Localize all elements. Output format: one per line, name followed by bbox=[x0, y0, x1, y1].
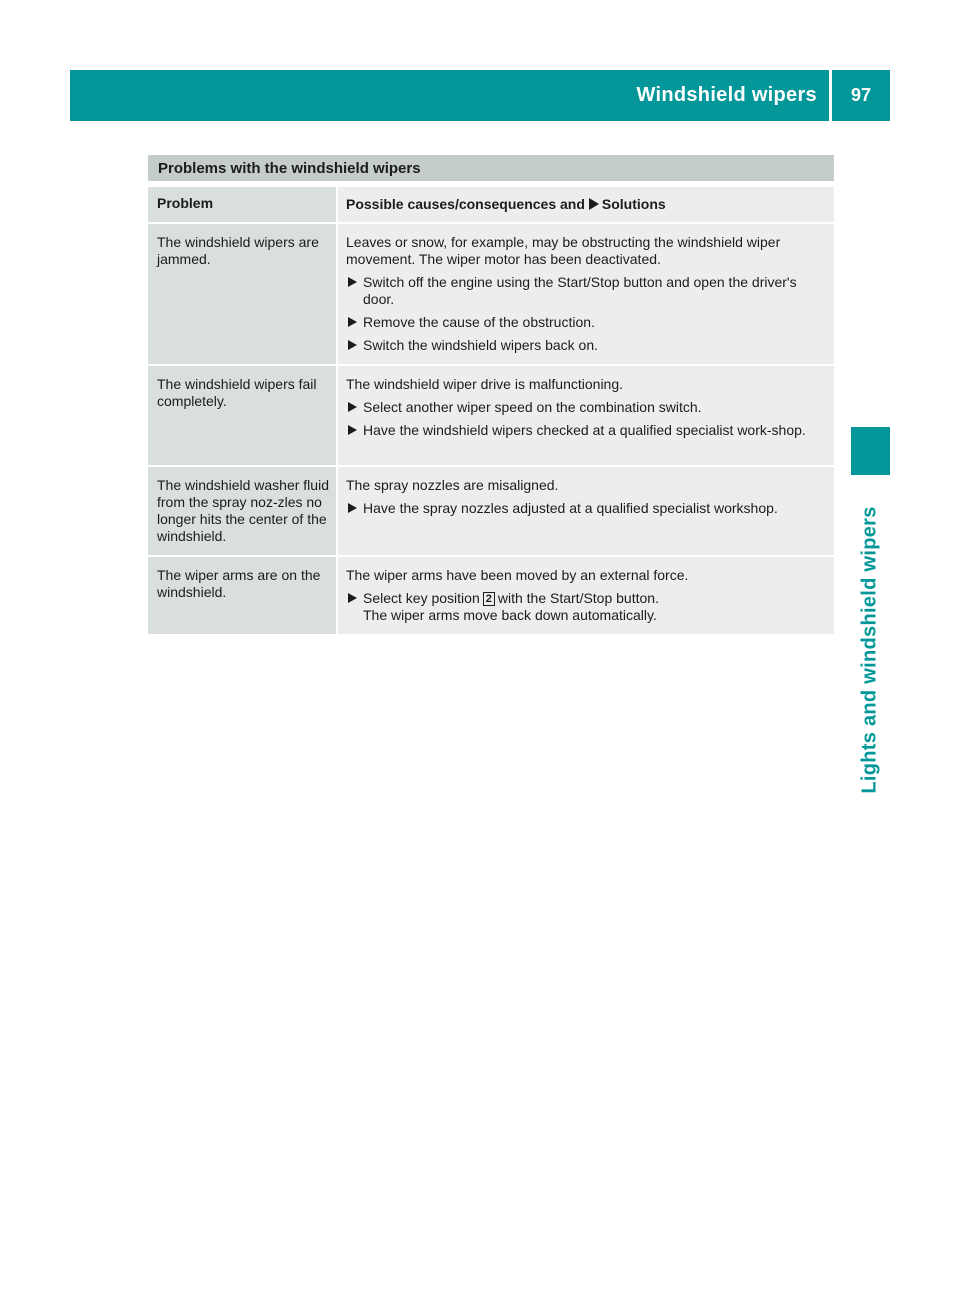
action-arrow-icon bbox=[348, 340, 357, 350]
solution-step bbox=[346, 274, 828, 308]
cause-text: Leaves or snow, for example, may be obstructing the windshield wiper movement. The wiper motor has been deactivated. bbox=[346, 234, 781, 267]
page-header bbox=[70, 70, 890, 121]
action-arrow-icon bbox=[348, 503, 357, 513]
solution-step bbox=[346, 590, 828, 624]
action-arrow-icon bbox=[348, 277, 357, 287]
step-text-prefix: Select key position bbox=[363, 590, 480, 606]
key-position-badge: 2 bbox=[483, 592, 495, 606]
cause-text: The wiper arms have been moved by an external force. bbox=[346, 567, 689, 583]
step-text: Have the windshield wipers checked at a qualified specialist work-shop. bbox=[363, 422, 806, 438]
action-arrow-icon bbox=[348, 425, 357, 435]
table-title: Problems with the windshield wipers bbox=[148, 155, 834, 181]
solution-cell bbox=[336, 557, 834, 634]
problems-table bbox=[148, 155, 834, 634]
solution-cell bbox=[336, 467, 834, 555]
cause-text: The windshield wiper drive is malfunctioning. bbox=[346, 376, 624, 392]
table-header-row bbox=[148, 187, 834, 222]
action-arrow-icon bbox=[589, 198, 599, 210]
step-result-text: The wiper arms move back down automatically. bbox=[363, 607, 657, 623]
step-text: Remove the cause of the obstruction. bbox=[363, 314, 595, 330]
chapter-side-label: Lights and windshield wipers bbox=[858, 506, 881, 794]
step-text-suffix: with the Start/Stop button. bbox=[497, 590, 659, 606]
solution-step bbox=[346, 314, 828, 331]
action-arrow-icon bbox=[348, 593, 357, 603]
step-text: Have the spray nozzles adjusted at a qualified specialist workshop. bbox=[363, 500, 778, 516]
column-header-problem: Problem bbox=[148, 187, 336, 222]
table-row bbox=[148, 364, 834, 465]
step-text: Select another wiper speed on the combination switch. bbox=[363, 399, 702, 415]
problem-cell: The windshield washer fluid from the spray noz-zles no longer hits the center of the windshield. bbox=[148, 467, 336, 555]
table-row bbox=[148, 222, 834, 364]
column-header-prefix: Possible causes/consequences and bbox=[346, 196, 585, 212]
step-text: Switch off the engine using the Start/Stop button and open the driver's door. bbox=[363, 274, 797, 307]
cause-text: The spray nozzles are misaligned. bbox=[346, 477, 559, 493]
chapter-tab-marker bbox=[851, 427, 890, 475]
problem-cell: The wiper arms are on the windshield. bbox=[148, 557, 336, 634]
problem-cell: The windshield wipers fail completely. bbox=[148, 366, 336, 465]
action-arrow-icon bbox=[348, 317, 357, 327]
solution-cell bbox=[336, 366, 834, 465]
solution-step bbox=[346, 337, 828, 354]
table-row bbox=[148, 555, 834, 634]
action-arrow-icon bbox=[348, 402, 357, 412]
section-title: Windshield wipers bbox=[636, 84, 817, 106]
solution-step bbox=[346, 422, 828, 439]
table-row bbox=[148, 465, 834, 555]
column-header-suffix: Solutions bbox=[601, 196, 666, 212]
step-text: Switch the windshield wipers back on. bbox=[363, 337, 599, 353]
problem-cell: The windshield wipers are jammed. bbox=[148, 224, 336, 364]
solution-step bbox=[346, 399, 828, 416]
page-number: 97 bbox=[850, 85, 872, 105]
solution-step bbox=[346, 500, 828, 517]
column-header-solutions bbox=[336, 187, 834, 222]
solution-cell bbox=[336, 224, 834, 364]
